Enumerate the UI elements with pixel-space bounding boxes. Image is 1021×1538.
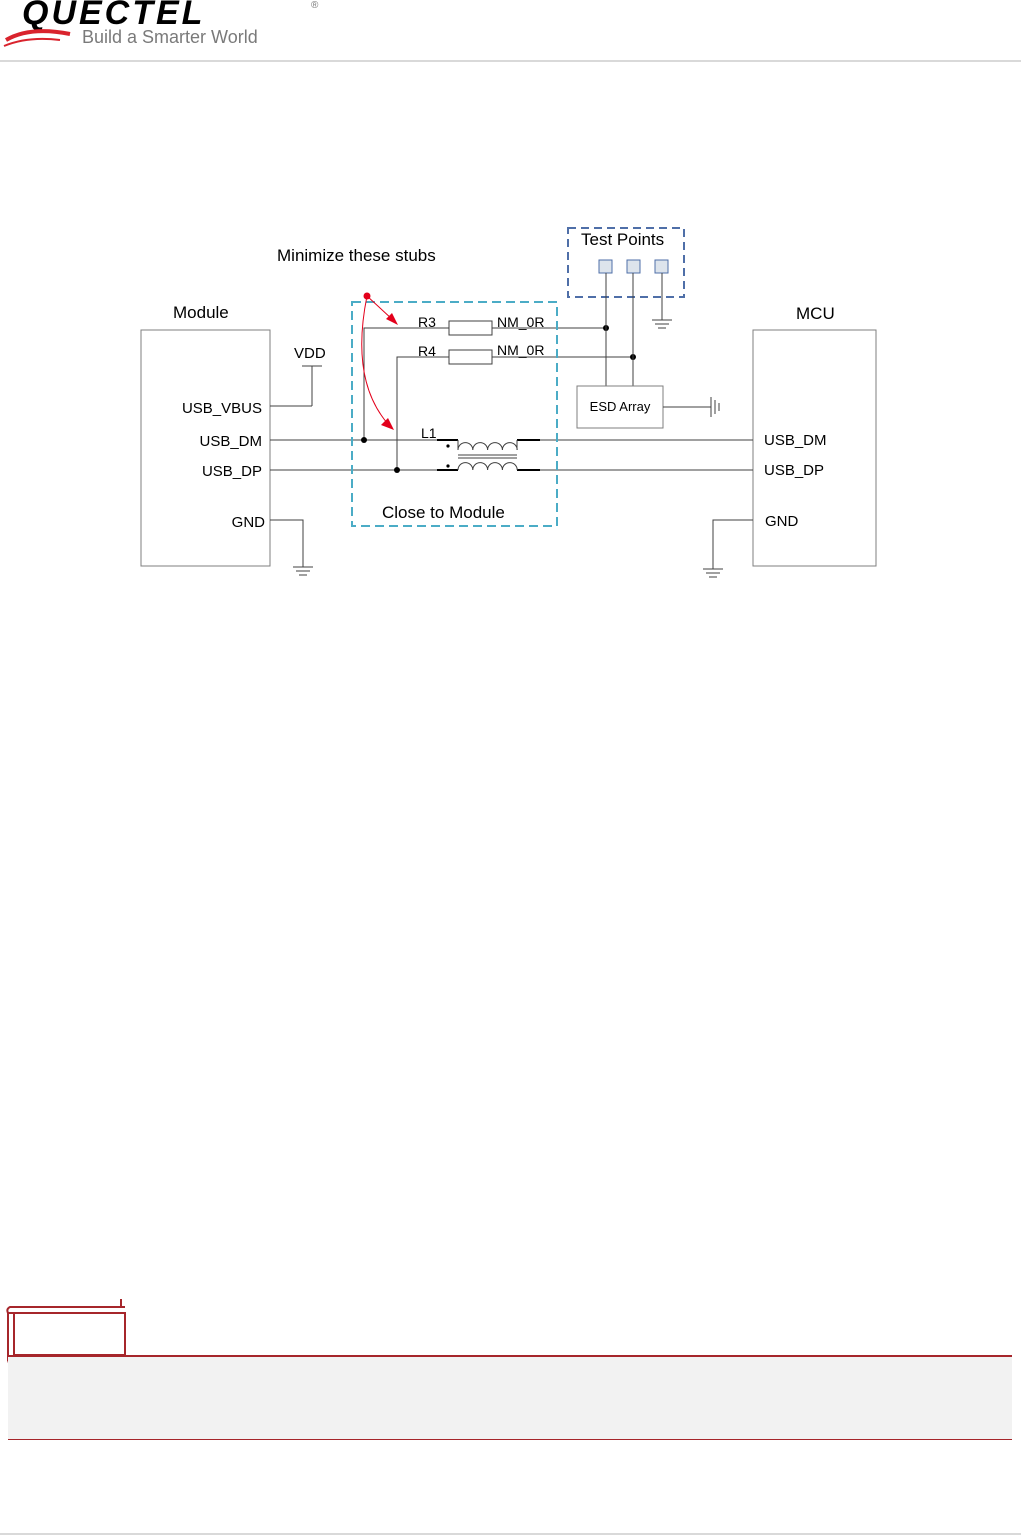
module-title: Module (173, 303, 229, 322)
dp-junction (394, 467, 400, 473)
arrow-head-2-icon (381, 418, 394, 430)
r3-ref: R3 (418, 314, 436, 330)
minimize-stubs-annotation: Minimize these stubs (277, 246, 436, 265)
close-to-module-label: Close to Module (382, 503, 505, 522)
close-to-module-box (352, 302, 557, 526)
mcu-pin-usb-dm: USB_DM (764, 432, 827, 449)
r4-resistor (449, 350, 492, 364)
tp-ground-icon (652, 320, 672, 328)
mcu-pin-usb-dp: USB_DP (764, 462, 825, 479)
mcu-gnd-wire (713, 520, 753, 569)
annotation-arrow-2 (362, 296, 388, 424)
vdd-label: VDD (294, 345, 326, 362)
r4-value: NM_0R (497, 342, 545, 358)
test-points-label: Test Points (581, 230, 665, 249)
quectel-logo: QUECTEL (22, 0, 206, 32)
module-ground-icon (293, 567, 313, 575)
module-pin-gnd: GND (231, 514, 265, 531)
esd-ground-icon (711, 397, 719, 417)
note-box (8, 1355, 1012, 1440)
r3-value: NM_0R (497, 314, 545, 330)
mcu-title: MCU (796, 304, 835, 323)
r4-stub-wire (397, 357, 449, 470)
module-gnd-wire (270, 520, 303, 567)
test-point-1 (599, 260, 612, 273)
l1-dot-2 (446, 464, 449, 467)
l1-coil-bottom (458, 463, 517, 470)
test-point-2 (627, 260, 640, 273)
r3-stub-wire (364, 328, 449, 440)
mcu-ground-icon (703, 569, 723, 577)
l1-dot-1 (446, 444, 449, 447)
esd-array-label: ESD Array (589, 399, 651, 414)
mcu-pin-gnd: GND (765, 513, 799, 530)
r3-resistor (449, 321, 492, 335)
logo-tagline: Build a Smarter World (82, 27, 258, 47)
footer-divider (0, 1533, 1021, 1535)
r4-ref: R4 (418, 343, 436, 359)
module-pin-usb-vbus: USB_VBUS (181, 400, 262, 417)
module-pin-usb-dp: USB_DP (201, 463, 262, 480)
l1-coil-top (458, 443, 517, 450)
registered-mark: ® (311, 0, 319, 11)
test-point-3 (655, 260, 668, 273)
usb-circuit-diagram (0, 0, 1021, 620)
module-pin-usb-dm: USB_DM (199, 433, 262, 450)
l1-ref: L1 (421, 425, 437, 441)
dm-junction (361, 437, 367, 443)
